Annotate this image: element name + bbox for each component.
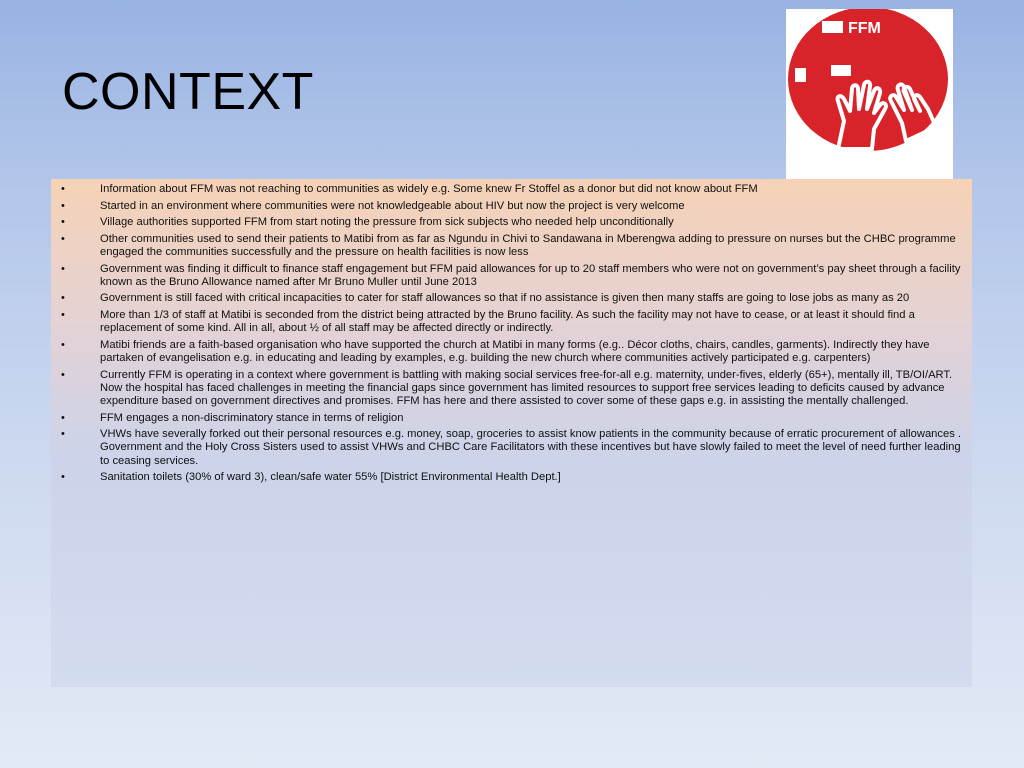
bullet-dot: •	[61, 338, 65, 351]
bullet-dot: •	[61, 308, 65, 321]
bullet-dot: •	[61, 292, 65, 305]
bullet-item	[51, 339, 962, 365]
slide-title: CONTEXT	[62, 63, 314, 121]
bullet-text: VHWs have severally forked out their personal resources e.g. money, soap, groceries to assist know patients in the community because of erratic procurement of allowances . Government and the Holy Cross Sisters used to assist VHWs and CHBC Care Facilitators with these incentives but have slowly failed to meet the level of need further leading to ceasing services.	[100, 428, 962, 467]
bullet-dot: •	[61, 262, 65, 275]
logo-text: FFM	[848, 20, 881, 37]
bullet-item	[51, 183, 962, 196]
bullet-text: Information about FFM was not reaching to communities as widely e.g. Some knew Fr Stoffel as a donor but did not know about FFM	[100, 183, 758, 195]
bullet-item	[51, 369, 962, 409]
bullet-item	[51, 292, 962, 305]
bullet-text: Currently FFM is operating in a context where government is battling with making social services free-for-all e.g. maternity, under-fives, elderly (65+), mentally ill, TB/OI/ART. Now the hospital has faced challenges in meeting the financial gaps since government has limited resources to support free services leading to deficits caused by advance expenditure based on government directives and promises. FFM has here and there assisted to cover some of these gaps e.g. in assisting the mentally challenged.	[100, 368, 953, 407]
bullet-dot: •	[61, 183, 65, 195]
bullet-text: Matibi friends are a faith-based organisation who have supported the church at Matibi in many forms (e.g.. Décor cloths, chairs, candles, garments). Indirectly they have partaken of evangelisation e.g. in educating and leading by examples, e.g. building the new church where communities actively participated e.g. carpenters)	[100, 338, 930, 364]
bullet-text: Started in an environment where communities were not knowledgeable about HIV but now the project is very welcome	[100, 199, 685, 212]
bullet-dot: •	[61, 471, 65, 484]
bullet-text: Government is still faced with critical incapacities to cater for staff allowances so that if no assistance is given then many staffs are going to lose jobs as many as 20	[100, 292, 910, 305]
bullet-dot: •	[61, 368, 65, 381]
bullet-text: FFM engages a non-discriminatory stance in terms of religion	[100, 411, 404, 424]
bullet-dot: •	[61, 428, 65, 441]
bullet-text: Village authorities supported FFM from start noting the pressure from sick subjects who needed help unconditionally	[100, 216, 674, 229]
bullet-item	[51, 233, 962, 259]
bullet-text: Sanitation toilets (30% of ward 3), clean/safe water 55% [District Environmental Health Dept.]	[100, 471, 561, 484]
bullet-text: Government was finding it difficult to finance staff engagement but FFM paid allowances for up to 20 staff members who were not on government’s pay sheet through a facility known as the Bruno Allowance named after Mr Bruno Muller until June 2013	[100, 262, 961, 288]
bullet-item	[51, 200, 962, 213]
ffm-logo	[786, 9, 953, 180]
bullet-text: Other communities used to send their patients to Matibi from as far as Ngundu in Chivi to Sandawana in Mberengwa adding to pressure on nurses but the CHBC programme engaged the communities successfully and the pressure on health facilities is now less	[100, 232, 956, 258]
bullet-item	[51, 309, 962, 335]
bullet-item	[51, 428, 962, 468]
bullet-list	[51, 183, 962, 484]
bullet-dot: •	[61, 232, 65, 245]
bullet-item	[51, 412, 962, 425]
bullet-dot: •	[61, 199, 65, 212]
bullet-dot: •	[61, 216, 65, 229]
content-box	[51, 179, 972, 687]
bullet-item	[51, 471, 962, 484]
bullet-item	[51, 263, 962, 289]
ffm-logo-graphic	[786, 9, 953, 180]
bullet-text: More than 1/3 of staff at Matibi is seconded from the district being attracted by the Bruno facility. As such the facility may not have to cease, or at least it should find a replacement of some kind. All in all, about ½ of all staff may be affected directly or indirectly.	[100, 308, 915, 335]
bullet-item	[51, 216, 962, 229]
bullet-dot: •	[61, 411, 65, 424]
